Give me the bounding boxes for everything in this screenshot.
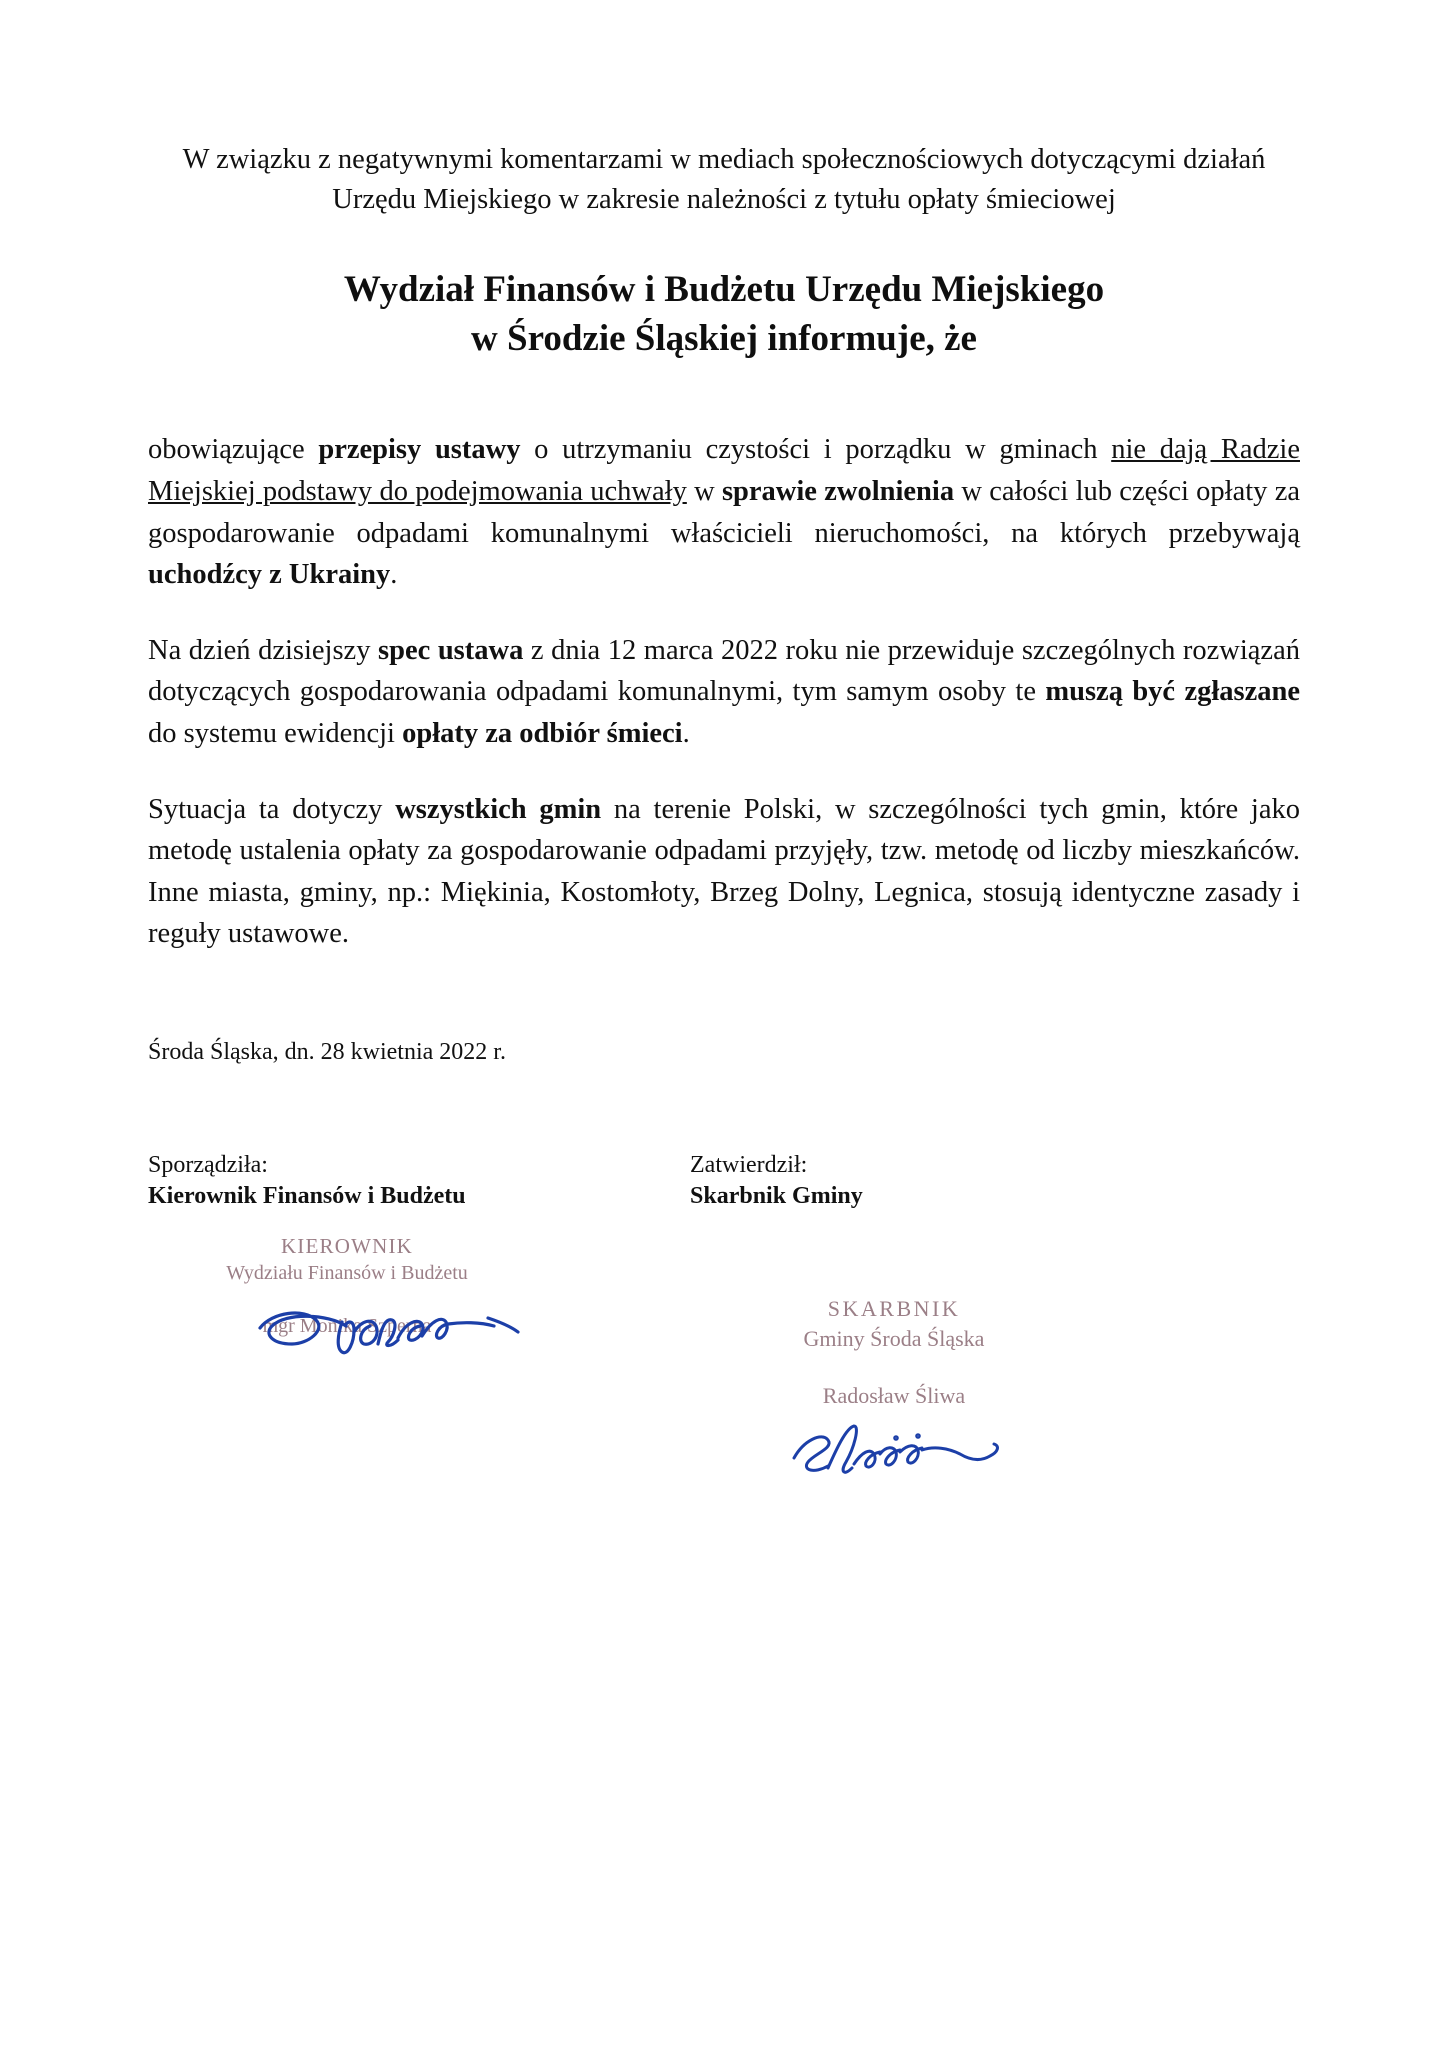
right-signature-title: Skarbnik Gminy bbox=[690, 1183, 863, 1210]
intro-paragraph: W związku z negatywnymi komentarzami w mediach społecznościowych dotyczącymi działań Urzędu Miejskiego w zakresie należności z tytułu opłaty śmieciowej bbox=[182, 144, 1266, 216]
p3-seg2: na terenie Polski, w szczególności tych gmin, które jako metodę ustalenia opłaty za gospodarowanie odpadami przyjęły, tzw. metodę od liczby mieszkańców. Inne miasta, gminy, np.: Miękinia, Kostomłoty, Brzeg Dolny, Legnica, stosują identyczne zasady i reguły ustawowe. bbox=[148, 793, 1300, 950]
p1-bold1: przepisy ustawy bbox=[318, 434, 521, 466]
right-stamp-line-1: SKARBNIK bbox=[827, 1296, 961, 1322]
p1-seg4: w całości lub części opłaty za gospodarowanie odpadami komunalnymi właścicieli nieruchomości, na których przebywają bbox=[148, 475, 1300, 549]
p3-seg1: Sytuacja ta dotyczy bbox=[148, 793, 396, 825]
p1-seg1: obowiązujące bbox=[148, 434, 319, 466]
p2-seg1: Na dzień dzisiejszy bbox=[148, 634, 379, 666]
p1-seg2: o utrzymaniu czystości i porządku w gminach bbox=[520, 434, 1112, 466]
p2-bold2: muszą być zgłaszane bbox=[1045, 676, 1300, 708]
signature-block-right bbox=[690, 1152, 1250, 1411]
left-signature-role: Sporządziła: bbox=[148, 1152, 268, 1179]
right-signature-role: Zatwierdził: bbox=[690, 1152, 808, 1179]
p2-bold3: opłaty za odbiór śmieci bbox=[402, 718, 683, 749]
left-signature-title: Kierownik Finansów i Budżetu bbox=[148, 1183, 466, 1210]
paragraph-3 bbox=[148, 789, 1300, 955]
handwritten-signature-right-icon bbox=[784, 1418, 1014, 1488]
right-stamp-line-2: Gminy Środa Śląska bbox=[803, 1325, 985, 1351]
left-stamp bbox=[182, 1232, 512, 1340]
page-title bbox=[148, 265, 1300, 363]
document-content bbox=[148, 140, 1300, 1409]
p2-seg4: . bbox=[682, 718, 690, 749]
p2-seg2: z dnia 12 marca 2022 roku nie przewiduje szczególnych rozwiązań dotyczących gospodarowania odpadami komunalnymi, tym samym osoby te bbox=[148, 634, 1300, 708]
p3-bold1: wszystkich gmin bbox=[395, 793, 602, 825]
paragraph-1 bbox=[148, 429, 1300, 595]
p1-bold2: sprawie zwolnienia bbox=[721, 475, 955, 507]
p2-bold1: spec ustawa bbox=[378, 634, 524, 666]
signature-block-left bbox=[148, 1152, 668, 1340]
p1-seg5: . bbox=[390, 559, 398, 591]
left-stamp-line-3: mgr Monika Szperna bbox=[262, 1315, 432, 1338]
headline-line-2: w Środzie Śląskiej informuje, że bbox=[471, 318, 977, 360]
left-stamp-line-1: KIEROWNIK bbox=[280, 1234, 414, 1259]
right-stamp-line-3: Radosław Śliwa bbox=[822, 1383, 966, 1409]
right-stamp bbox=[704, 1294, 1084, 1411]
headline-line-1: Wydział Finansów i Budżetu Urzędu Miejskiego bbox=[343, 268, 1105, 310]
body-block bbox=[148, 429, 1300, 955]
signature-row bbox=[148, 1152, 1300, 1409]
date-line: Środa Śląska, dn. 28 kwietnia 2022 r. bbox=[148, 1039, 506, 1066]
p1-bold3: uchodźcy z Ukrainy bbox=[148, 559, 391, 591]
p1-seg3: w bbox=[686, 475, 722, 507]
paragraph-2 bbox=[148, 630, 1300, 755]
p2-seg3: do systemu ewidencji bbox=[148, 718, 403, 749]
p1-underline1: nie dają Radzie Miejskiej podstawy do podejmowania uchwały bbox=[148, 434, 1300, 507]
left-stamp-line-2: Wydziału Finansów i Budżetu bbox=[226, 1262, 468, 1285]
